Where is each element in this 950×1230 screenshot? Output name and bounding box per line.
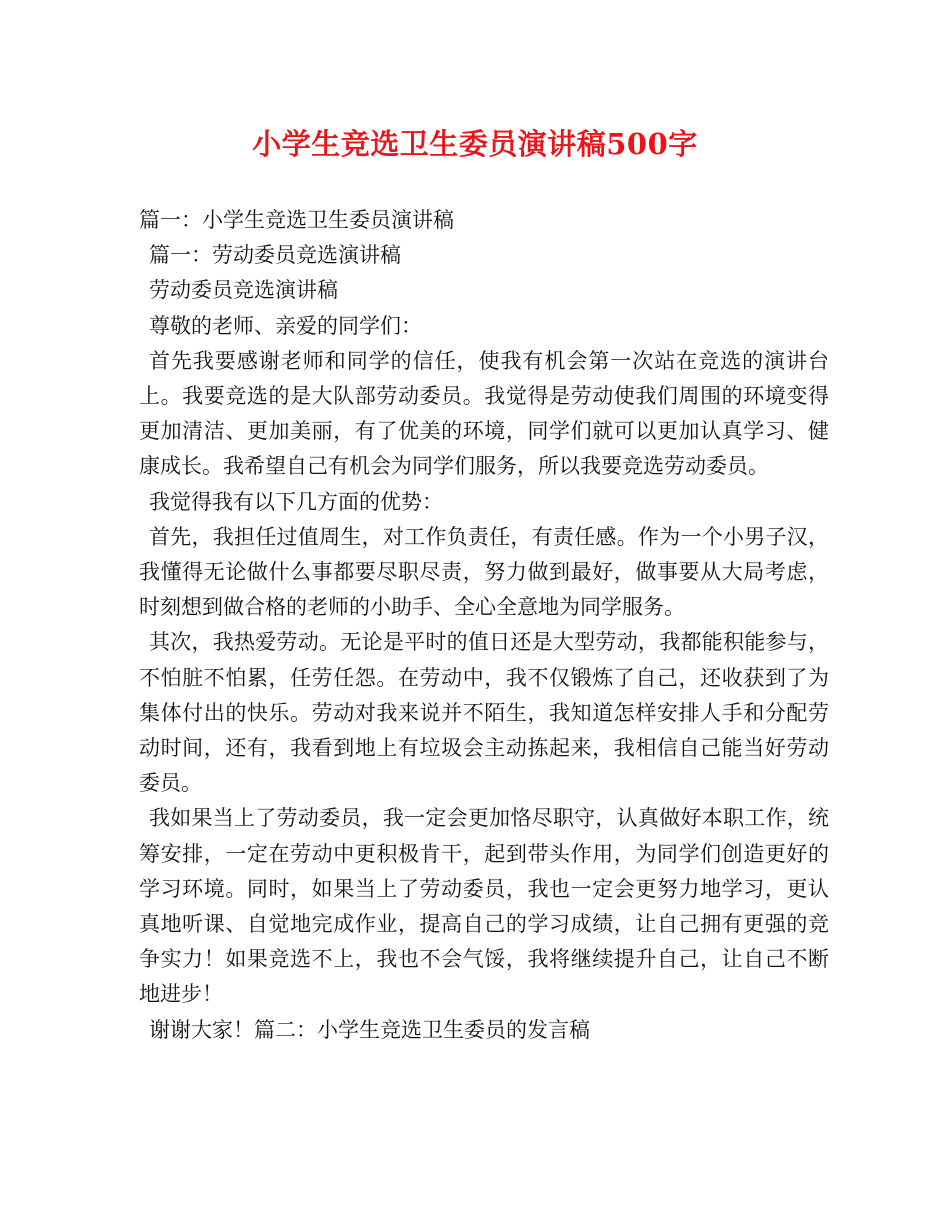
paragraph-commitment: 我如果当上了劳动委员，我一定会更加恪尽职守，认真做好本职工作，统筹安排，一定在劳动中更积极肯干，起到带头作用，为同学们创造更好的学习环境。同时，如果当上了劳动委员，我也一定会更努力地学习，更认真地听课、自觉地完成作业，提高自己的学习成绩，让自己拥有更强的竞争实力！如果竞选不上，我也不会气馁，我将继续提升自己，让自己不断地进步！ <box>139 806 829 1007</box>
paragraph-closing: 谢谢大家！篇二：小学生竞选卫生委员的发言稿 <box>149 1017 590 1042</box>
paragraph-salutation: 尊敬的老师、亲爱的同学们： <box>149 313 422 338</box>
paragraph-speech-title: 劳动委员竞选演讲稿 <box>149 278 338 303</box>
paragraph-first-advantage: 首先，我担任过值周生，对工作负责任，有责任感。作为一个小男子汉，我懂得无论做什么事都要尽职尽责，努力做到最好，做事要从大局考虑，时刻想到做合格的老师的小助手、全心全意地为同学服务。 <box>139 524 829 620</box>
paragraph-subsection-heading: 篇一：劳动委员竞选演讲稿 <box>149 243 401 268</box>
document-title: 小学生竞选卫生委员演讲稿500字 <box>252 127 698 161</box>
document-body <box>139 203 829 1048</box>
paragraph-introduction: 首先我要感谢老师和同学的信任，使我有机会第一次站在竞选的演讲台上。我要竞选的是大队部劳动委员。我觉得是劳动使我们周围的环境变得更加清洁、更加美丽，有了优美的环境，同学们就可以更加认真学习、健康成长。我希望自己有机会为同学们服务，所以我要竞选劳动委员。 <box>139 348 829 479</box>
paragraph-advantages-intro: 我觉得我有以下几方面的优势： <box>149 489 443 514</box>
paragraph-second-advantage: 其次，我热爱劳动。无论是平时的值日还是大型劳动，我都能积能参与，不怕脏不怕累，任劳任怨。在劳动中，我不仅锻炼了自己，还收获到了为集体付出的快乐。劳动对我来说并不陌生，我知道怎样安排人手和分配劳动时间，还有，我看到地上有垃圾会主动拣起来，我相信自己能当好劳动委员。 <box>139 630 829 796</box>
paragraph-section-heading: 篇一：小学生竞选卫生委员演讲稿 <box>139 208 454 232</box>
